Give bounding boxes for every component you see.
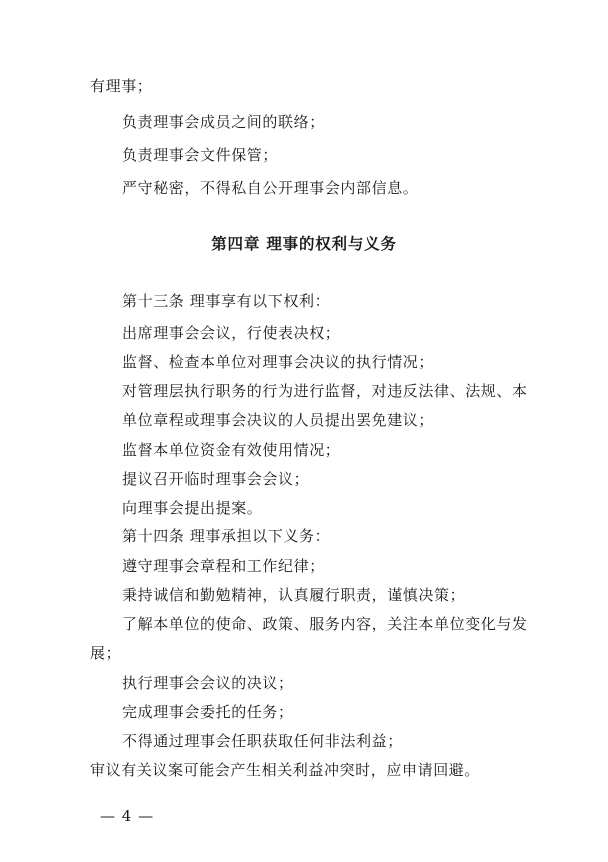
text-line: 单位章程或理事会决议的人员提出罢免建议； bbox=[122, 411, 435, 429]
text-line: 出席理事会会议，行使表决权； bbox=[122, 324, 341, 342]
text-line: 遵守理事会章程和工作纪律； bbox=[122, 557, 325, 575]
text-line: 了解本单位的使命、政策、服务内容，关注本单位变化与发 bbox=[122, 615, 528, 633]
text-line: 负责理事会成员之间的联络； bbox=[122, 113, 325, 131]
text-line: 向理事会提出提案。 bbox=[122, 499, 263, 517]
text-line: 执行理事会会议的决议； bbox=[122, 674, 294, 692]
text-line: 有理事； bbox=[90, 77, 153, 95]
text-line: 负责理事会文件保管； bbox=[122, 146, 279, 164]
text-line: 秉持诚信和勤勉精神，认真履行职责，谨慎决策； bbox=[122, 586, 466, 604]
text-line: 监督本单位资金有效使用情况； bbox=[122, 441, 341, 459]
text-line: 监督、检查本单位对理事会决议的执行情况； bbox=[122, 353, 435, 371]
text-line: 提议召开临时理事会会议； bbox=[122, 470, 310, 488]
article-title: 第十四条 理事承担以下义务： bbox=[122, 527, 331, 545]
text-line: 完成理事会委托的任务； bbox=[122, 703, 294, 721]
article-title: 第十三条 理事享有以下权利： bbox=[122, 292, 331, 310]
text-line: 审议有关议案可能会产生相关利益冲突时，应申请回避。 bbox=[90, 761, 481, 779]
page-number: — 4 — bbox=[100, 807, 155, 825]
text-line: 对管理层执行职务的行为进行监督，对违反法律、法规、本 bbox=[122, 382, 528, 400]
text-line: 展； bbox=[90, 644, 122, 662]
chapter-heading: 第四章 理事的权利与义务 bbox=[211, 235, 397, 253]
text-line: 严守秘密，不得私自公开理事会内部信息。 bbox=[122, 179, 419, 197]
text-line: 不得通过理事会任职获取任何非法利益； bbox=[122, 732, 403, 750]
